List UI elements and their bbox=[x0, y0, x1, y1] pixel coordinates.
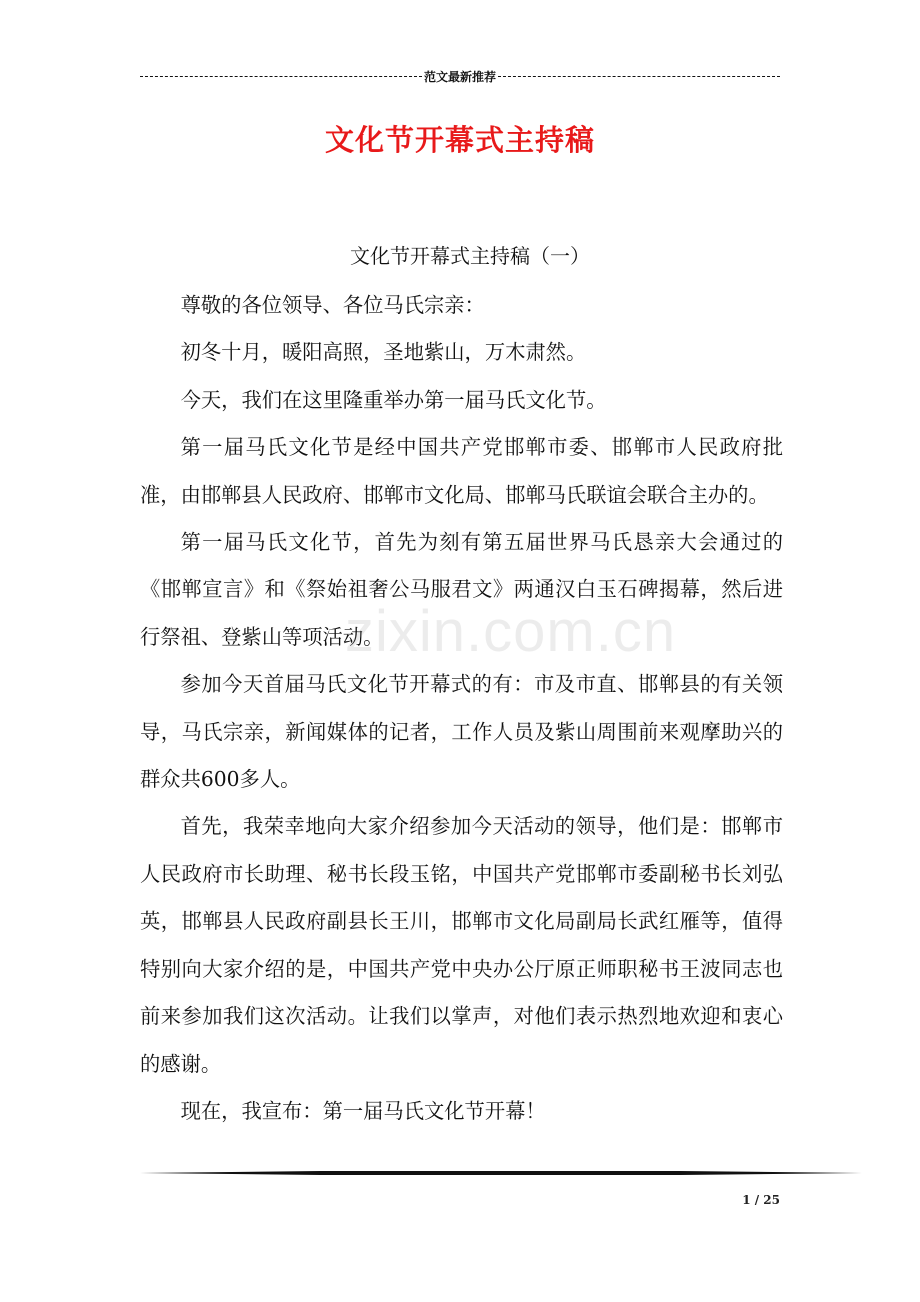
paragraph: 参加今天首届马氏文化节开幕式的有：市及市直、邯郸县的有关领导，马氏宗亲，新闻媒体的记者，工作人员及紫山周围前来观摩助兴的群众共600多人。 bbox=[140, 672, 783, 792]
paragraph: 初冬十月，暖阳高照，圣地紫山，万木肃然。 bbox=[180, 340, 587, 365]
paragraph: 今天，我们在这里隆重举办第一届马氏文化节。 bbox=[180, 387, 607, 412]
paragraph: 现在，我宣布：第一届马氏文化节开幕！ bbox=[180, 1098, 546, 1123]
header-dash-left bbox=[140, 76, 422, 77]
watermark: zixin.com.cn bbox=[345, 599, 677, 664]
footer-divider-shape bbox=[140, 1170, 862, 1176]
footer-divider bbox=[140, 1170, 862, 1176]
paragraph: 第一届马氏文化节是经中国共产党邯郸市委、邯郸市人民政府批准，由邯郸县人民政府、邯郸市文化局、邯郸马氏联谊会联合主办的。 bbox=[140, 435, 783, 507]
paragraph: 尊敬的各位领导、各位马氏宗亲： bbox=[180, 293, 485, 317]
page-number: 1 / 25 bbox=[742, 1193, 780, 1207]
page-header bbox=[140, 66, 780, 86]
section-subtitle: 文化节开幕式主持稿（一） bbox=[350, 244, 590, 268]
paragraph: 首先，我荣幸地向大家介绍参加今天活动的领导，他们是：邯郸市人民政府市长助理、秘书长段玉铭，中国共产党邯郸市委副秘书长刘弘英，邯郸县人民政府副县长王川，邯郸市文化局副局长武红雁等，值得特别向大家介绍的是，中国共产党中央办公厅原正师职秘书王波同志也前来参加我们这次活动。让我们以掌声，对他们表示热烈地欢迎和衷心的感谢。 bbox=[140, 814, 783, 1076]
header-dash-right bbox=[498, 76, 780, 77]
paragraph: 第一届马氏文化节，首先为刻有第五届世界马氏恳亲大会通过的《邯郸宣言》和《祭始祖奢公马服君文》两通汉白玉石碑揭幕，然后进行祭祖、登紫山等项活动。 bbox=[140, 530, 783, 649]
document-title: 文化节开幕式主持稿 bbox=[324, 123, 595, 157]
header-label: 范文最新推荐 bbox=[424, 69, 497, 84]
document-body bbox=[140, 282, 783, 1135]
